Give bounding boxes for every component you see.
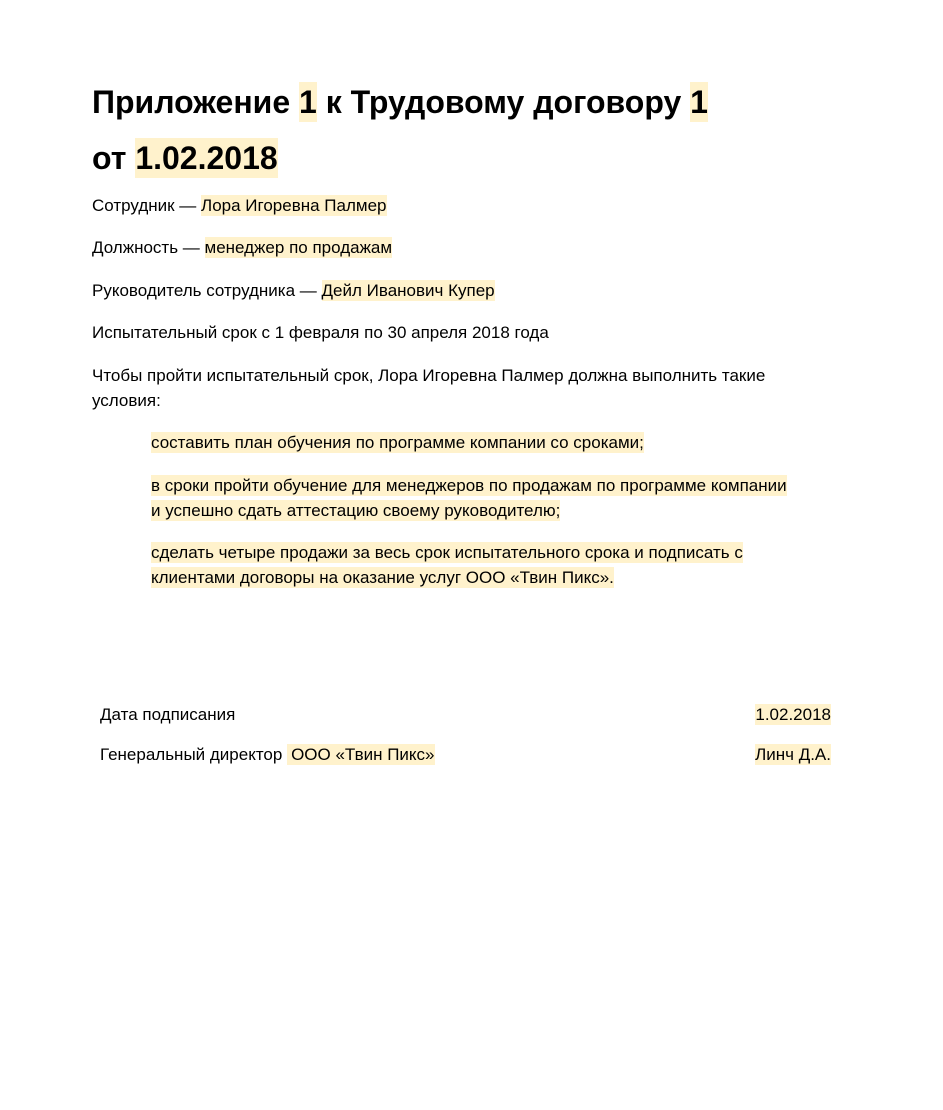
employee-line (92, 193, 387, 218)
appendix-number: 1 (299, 84, 317, 120)
director-line (100, 742, 435, 767)
manager-line (92, 278, 495, 303)
title-middle: к Трудовому договору (325, 84, 682, 120)
manager-value: Дейл Иванович Купер (321, 281, 495, 300)
condition-item (151, 473, 787, 523)
contract-number: 1 (690, 84, 708, 120)
condition-item (151, 540, 743, 590)
signing-date-text: 1.02.2018 (755, 705, 831, 724)
position-label: Должность — (92, 238, 200, 257)
director-name-text: Линч Д.А. (755, 745, 831, 764)
condition-line: клиентами договоры на оказание услуг ООО «Твин Пикс». (151, 568, 614, 587)
manager-label: Руководитель сотрудника — (92, 281, 317, 300)
position-line (92, 235, 392, 260)
employee-label: Сотрудник — (92, 196, 197, 215)
intro-paragraph (92, 363, 765, 413)
condition-line: составить план обучения по программе компании со сроками; (151, 433, 644, 452)
document-title-line-2 (92, 138, 278, 178)
company-name: ООО «Твин Пикс» (287, 744, 434, 765)
signing-date-value (755, 702, 831, 727)
title-date-prefix: от (92, 140, 127, 176)
employee-value: Лора Игоревна Палмер (201, 196, 387, 215)
condition-item (151, 430, 644, 455)
condition-line: сделать четыре продажи за весь срок испытательного срока и подписать с (151, 543, 743, 562)
document-title-line-1 (92, 82, 708, 122)
title-prefix: Приложение (92, 84, 291, 120)
condition-line: и успешно сдать аттестацию своему руководителю; (151, 501, 561, 520)
position-value: менеджер по продажам (204, 238, 393, 257)
signing-date-label: Дата подписания (100, 705, 236, 724)
intro-line: условия: (92, 391, 161, 410)
director-label: Генеральный директор (100, 745, 283, 764)
condition-line: в сроки пройти обучение для менеджеров по продажам по программе компании (151, 476, 787, 495)
intro-line: Чтобы пройти испытательный срок, Лора Игоревна Палмер должна выполнить такие (92, 366, 766, 385)
probation-line: Испытательный срок с 1 февраля по 30 апреля 2018 года (92, 323, 549, 342)
title-date: 1.02.2018 (135, 140, 278, 176)
director-name (755, 742, 831, 767)
